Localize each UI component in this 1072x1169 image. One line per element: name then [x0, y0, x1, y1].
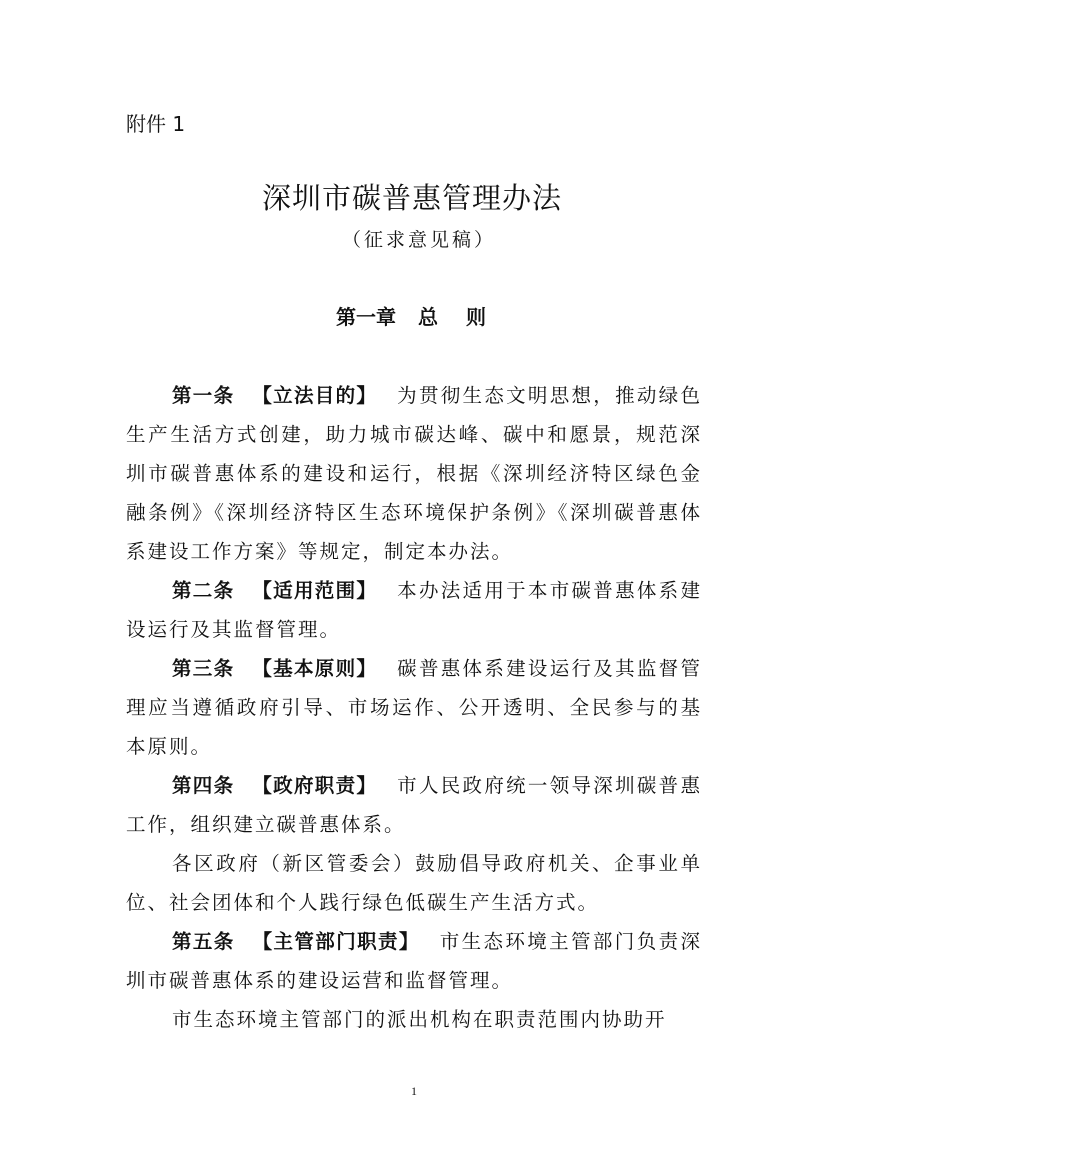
article-heading: 【基本原则】: [252, 657, 378, 680]
article-4-paragraph-2: 各区政府（新区管委会）鼓励倡导政府机关、企事业单位、社会团体和个人践行绿色低碳生产生活方式。: [126, 852, 702, 914]
document-title: 深圳市碳普惠管理办法: [262, 181, 563, 215]
chapter-name-part2: 则: [466, 305, 486, 329]
article-text: 市生态环境主管部门负责深圳市碳普惠体系的建设运营和监督管理。: [126, 930, 702, 992]
article-heading: 【适用范围】: [252, 579, 378, 602]
article-5-paragraph-2: 市生态环境主管部门的派出机构在职责范围内协助开: [172, 1008, 667, 1031]
article-heading: 【立法目的】: [252, 384, 378, 407]
article-1: [126, 376, 702, 571]
article-text: 为贯彻生态文明思想，推动绿色生产生活方式创建，助力城市碳达峰、碳中和愿景，规范深圳市碳普惠体系的建设和运行，根据《深圳经济特区绿色金融条例》《深圳经济特区生态环境保护条例》《深圳碳普惠体系建设工作方案》等规定，制定本办法。: [126, 384, 702, 563]
article-text: 碳普惠体系建设运行及其监督管理应当遵循政府引导、市场运作、公开透明、全民参与的基本原则。: [126, 657, 702, 758]
article-4: [126, 766, 702, 844]
article-text: 本办法适用于本市碳普惠体系建设运行及其监督管理。: [126, 579, 702, 641]
article-5: [126, 922, 702, 1000]
article-number: 第四条: [172, 774, 235, 797]
article-2: [126, 571, 702, 649]
chapter-name-part1: 总: [418, 305, 438, 329]
chapter-number: 第一章: [336, 305, 396, 329]
article-3: [126, 649, 702, 766]
document-subtitle: （征求意见稿）: [342, 229, 497, 251]
article-number: 第三条: [172, 657, 235, 680]
article-heading: 【主管部门职责】: [252, 930, 420, 953]
article-number: 第五条: [172, 930, 235, 953]
article-text: 市人民政府统一领导深圳碳普惠工作，组织建立碳普惠体系。: [126, 774, 702, 836]
page-number: 1: [411, 1084, 417, 1098]
chapter-heading: [336, 302, 486, 332]
document-body: [126, 376, 702, 1039]
article-heading: 【政府职责】: [252, 774, 378, 797]
article-number: 第二条: [172, 579, 235, 602]
article-number: 第一条: [172, 384, 235, 407]
attachment-label: 附件 1: [126, 112, 186, 136]
